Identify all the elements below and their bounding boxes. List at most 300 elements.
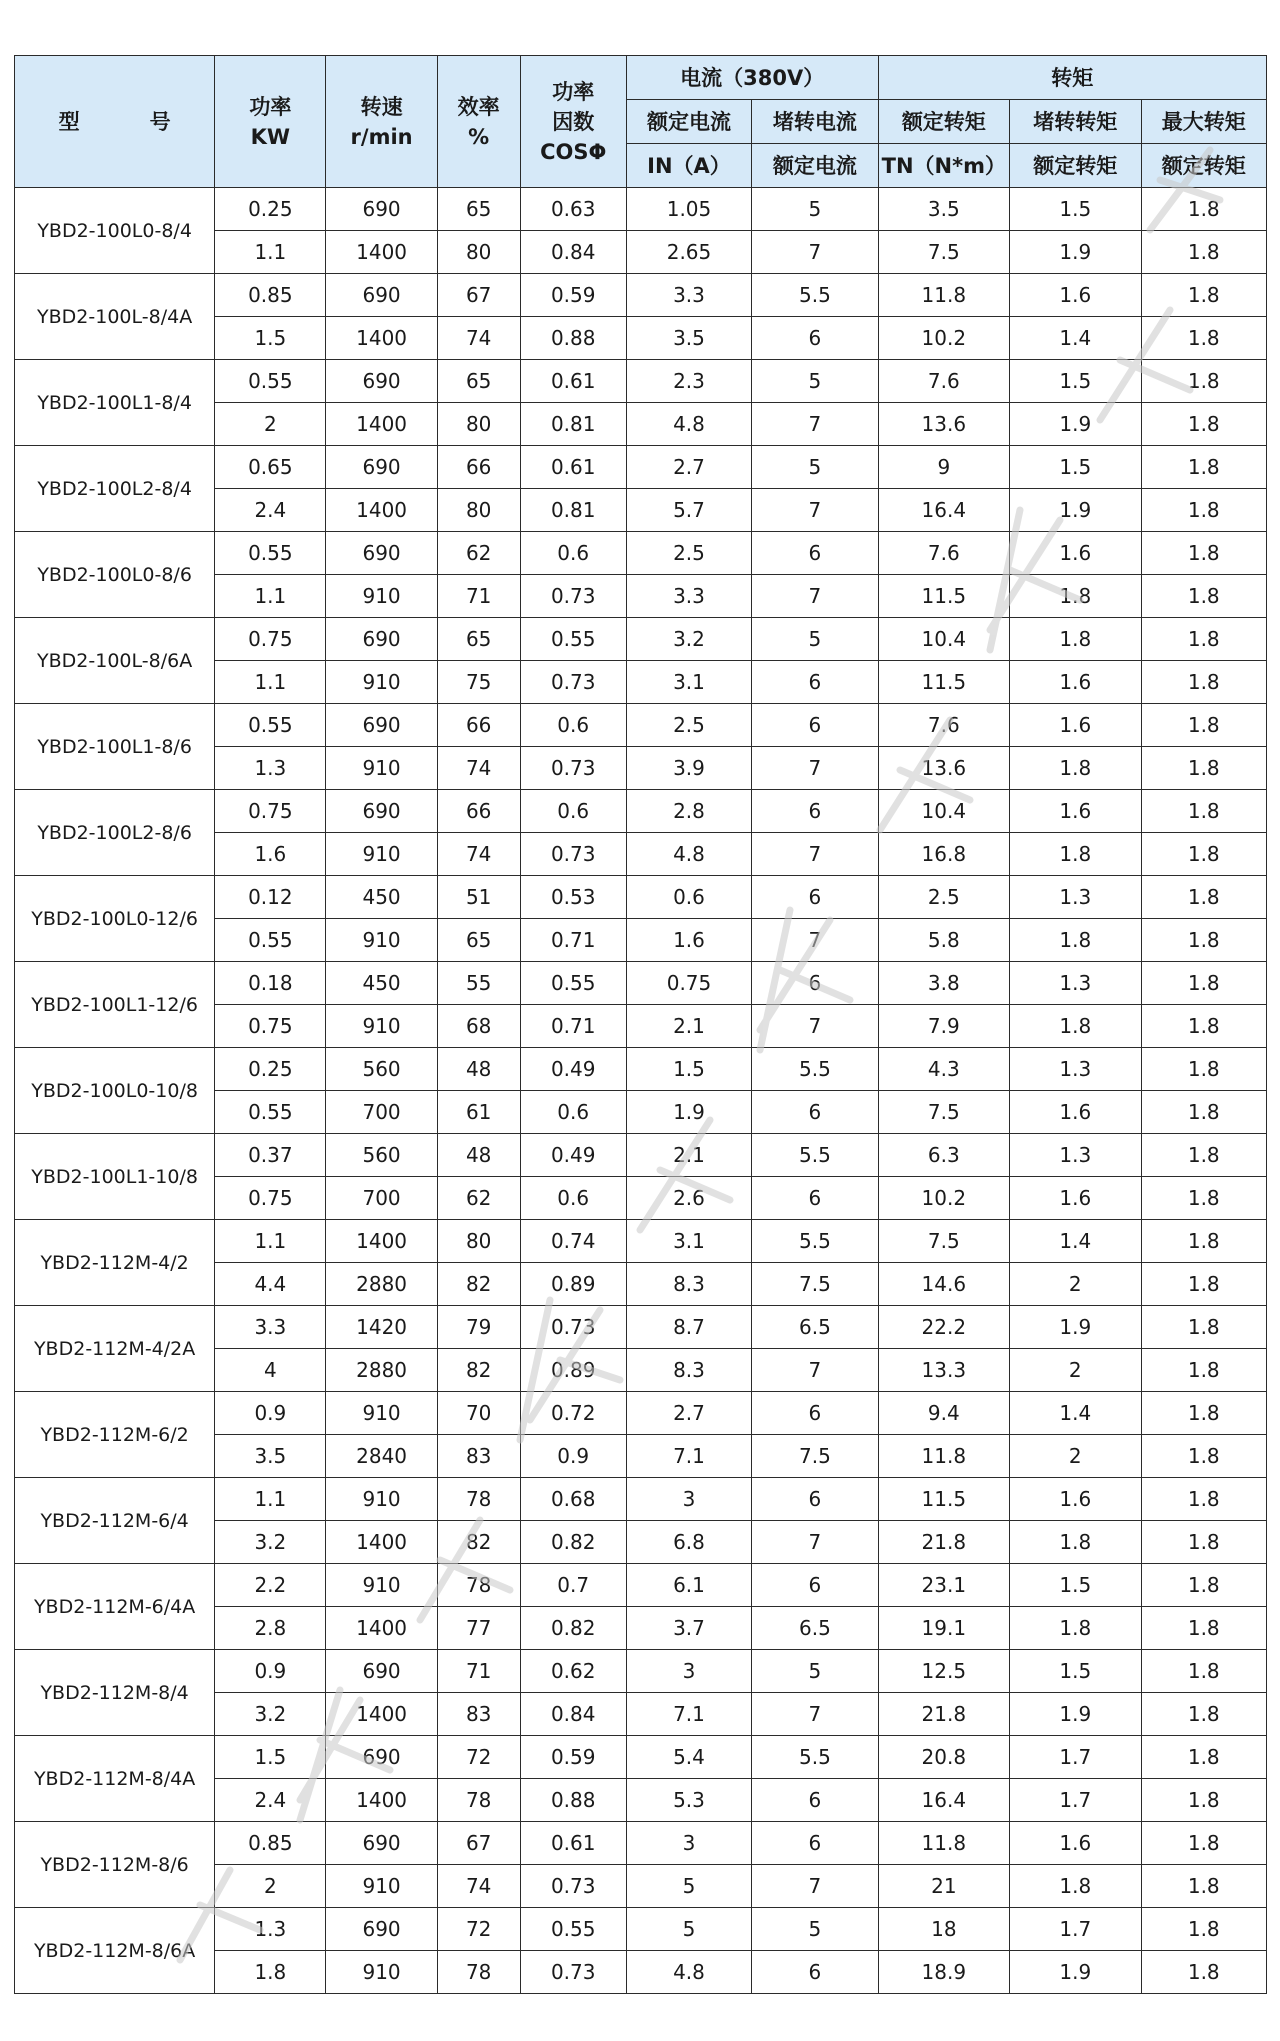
- cell-model: YBD2-100L0-8/4: [15, 188, 215, 274]
- cell-power: 1.5: [215, 317, 326, 360]
- cell-stall-current-ratio: 6: [752, 1822, 878, 1865]
- table-row: [15, 1650, 1267, 1693]
- cell-max-torque-ratio: 1.8: [1141, 1736, 1267, 1779]
- table-row: [15, 876, 1267, 919]
- cell-power-factor: 0.55: [520, 618, 626, 661]
- cell-rated-current: 3.1: [626, 661, 751, 704]
- table-body: [15, 188, 1267, 1994]
- cell-power-factor: 0.59: [520, 1736, 626, 1779]
- cell-max-torque-ratio: 1.8: [1141, 618, 1267, 661]
- cell-power-factor: 0.63: [520, 188, 626, 231]
- header-power: [215, 56, 326, 188]
- header-stall-current: 堵转电流: [752, 100, 878, 144]
- header-stall-torque: 堵转转矩: [1010, 100, 1141, 144]
- cell-max-torque-ratio: 1.8: [1141, 1435, 1267, 1478]
- cell-max-torque-ratio: 1.8: [1141, 919, 1267, 962]
- cell-stall-current-ratio: 6: [752, 1392, 878, 1435]
- cell-power-factor: 0.81: [520, 403, 626, 446]
- table-header: [15, 56, 1267, 188]
- cell-speed: 690: [326, 618, 437, 661]
- cell-rated-current: 5: [626, 1865, 751, 1908]
- cell-power: 0.75: [215, 1005, 326, 1048]
- cell-power: 0.75: [215, 618, 326, 661]
- cell-rated-torque: 10.4: [878, 618, 1009, 661]
- cell-stall-current-ratio: 6: [752, 1564, 878, 1607]
- cell-stall-torque-ratio: 1.5: [1010, 1650, 1141, 1693]
- cell-power: 0.9: [215, 1650, 326, 1693]
- cell-power-factor: 0.73: [520, 661, 626, 704]
- header-model: [15, 56, 215, 188]
- cell-efficiency: 78: [437, 1951, 520, 1994]
- cell-stall-current-ratio: 5.5: [752, 1220, 878, 1263]
- cell-stall-current-ratio: 5.5: [752, 274, 878, 317]
- cell-rated-current: 4.8: [626, 403, 751, 446]
- table-row: [15, 1478, 1267, 1521]
- cell-rated-current: 2.6: [626, 1177, 751, 1220]
- header-torque-group: 转矩: [878, 56, 1266, 100]
- cell-model: YBD2-100L0-8/6: [15, 532, 215, 618]
- cell-power-factor: 0.49: [520, 1134, 626, 1177]
- spec-table: [14, 55, 1267, 1994]
- cell-rated-current: 2.65: [626, 231, 751, 274]
- cell-rated-current: 1.05: [626, 188, 751, 231]
- header-model-char1: 型: [58, 109, 80, 134]
- cell-rated-torque: 16.4: [878, 1779, 1009, 1822]
- table-row: [15, 360, 1267, 403]
- cell-rated-torque: 21: [878, 1865, 1009, 1908]
- cell-max-torque-ratio: 1.8: [1141, 1349, 1267, 1392]
- cell-power-factor: 0.6: [520, 1091, 626, 1134]
- cell-rated-current: 0.75: [626, 962, 751, 1005]
- cell-efficiency: 75: [437, 661, 520, 704]
- cell-power: 0.55: [215, 532, 326, 575]
- cell-efficiency: 74: [437, 833, 520, 876]
- cell-stall-current-ratio: 7: [752, 1865, 878, 1908]
- cell-stall-torque-ratio: 1.5: [1010, 360, 1141, 403]
- cell-power: 1.1: [215, 575, 326, 618]
- cell-rated-current: 3.3: [626, 575, 751, 618]
- cell-rated-torque: 2.5: [878, 876, 1009, 919]
- cell-rated-current: 2.7: [626, 1392, 751, 1435]
- cell-power: 1.1: [215, 1220, 326, 1263]
- cell-max-torque-ratio: 1.8: [1141, 1564, 1267, 1607]
- cell-model: YBD2-100L1-8/4: [15, 360, 215, 446]
- cell-model: YBD2-100L2-8/6: [15, 790, 215, 876]
- cell-rated-current: 1.5: [626, 1048, 751, 1091]
- cell-rated-torque: 10.2: [878, 317, 1009, 360]
- cell-power-factor: 0.7: [520, 1564, 626, 1607]
- cell-power: 0.65: [215, 446, 326, 489]
- cell-power: 0.85: [215, 1822, 326, 1865]
- cell-model: YBD2-100L0-12/6: [15, 876, 215, 962]
- cell-speed: 910: [326, 575, 437, 618]
- cell-efficiency: 80: [437, 489, 520, 532]
- header-rated-torque-unit: TN（N*m）: [878, 144, 1009, 188]
- cell-max-torque-ratio: 1.8: [1141, 1392, 1267, 1435]
- cell-rated-torque: 3.8: [878, 962, 1009, 1005]
- cell-power: 2.8: [215, 1607, 326, 1650]
- cell-stall-torque-ratio: 1.9: [1010, 403, 1141, 446]
- cell-power-factor: 0.73: [520, 747, 626, 790]
- cell-stall-torque-ratio: 1.5: [1010, 1564, 1141, 1607]
- cell-rated-current: 3.7: [626, 1607, 751, 1650]
- cell-model: YBD2-100L0-10/8: [15, 1048, 215, 1134]
- cell-rated-torque: 22.2: [878, 1306, 1009, 1349]
- cell-model: YBD2-100L-8/6A: [15, 618, 215, 704]
- header-rated-current: 额定电流: [626, 100, 751, 144]
- cell-speed: 910: [326, 1865, 437, 1908]
- cell-stall-current-ratio: 6: [752, 1177, 878, 1220]
- cell-efficiency: 66: [437, 704, 520, 747]
- cell-power-factor: 0.49: [520, 1048, 626, 1091]
- cell-stall-current-ratio: 5: [752, 360, 878, 403]
- cell-max-torque-ratio: 1.8: [1141, 661, 1267, 704]
- cell-efficiency: 61: [437, 1091, 520, 1134]
- cell-speed: 910: [326, 919, 437, 962]
- cell-stall-current-ratio: 7.5: [752, 1263, 878, 1306]
- cell-model: YBD2-112M-8/4A: [15, 1736, 215, 1822]
- cell-speed: 690: [326, 790, 437, 833]
- cell-speed: 690: [326, 188, 437, 231]
- cell-stall-current-ratio: 7: [752, 575, 878, 618]
- cell-speed: 560: [326, 1048, 437, 1091]
- cell-efficiency: 68: [437, 1005, 520, 1048]
- table-row: [15, 618, 1267, 661]
- header-pf-line2: 因数: [552, 109, 595, 134]
- cell-power-factor: 0.59: [520, 274, 626, 317]
- cell-efficiency: 55: [437, 962, 520, 1005]
- cell-stall-torque-ratio: 1.8: [1010, 575, 1141, 618]
- cell-stall-torque-ratio: 1.9: [1010, 1693, 1141, 1736]
- cell-power-factor: 0.55: [520, 962, 626, 1005]
- cell-rated-current: 3: [626, 1478, 751, 1521]
- cell-power-factor: 0.72: [520, 1392, 626, 1435]
- cell-rated-current: 3: [626, 1822, 751, 1865]
- cell-max-torque-ratio: 1.8: [1141, 317, 1267, 360]
- cell-speed: 690: [326, 1908, 437, 1951]
- cell-max-torque-ratio: 1.8: [1141, 1908, 1267, 1951]
- cell-rated-current: 2.1: [626, 1005, 751, 1048]
- cell-rated-torque: 5.8: [878, 919, 1009, 962]
- table-row: [15, 532, 1267, 575]
- cell-stall-torque-ratio: 1.8: [1010, 1005, 1141, 1048]
- cell-power: 3.5: [215, 1435, 326, 1478]
- cell-power-factor: 0.81: [520, 489, 626, 532]
- cell-power: 0.25: [215, 188, 326, 231]
- cell-stall-current-ratio: 7: [752, 1693, 878, 1736]
- cell-rated-torque: 23.1: [878, 1564, 1009, 1607]
- cell-stall-torque-ratio: 1.4: [1010, 1220, 1141, 1263]
- cell-rated-torque: 7.9: [878, 1005, 1009, 1048]
- cell-rated-torque: 13.6: [878, 747, 1009, 790]
- cell-stall-torque-ratio: 1.8: [1010, 833, 1141, 876]
- cell-efficiency: 71: [437, 1650, 520, 1693]
- cell-stall-torque-ratio: 1.8: [1010, 618, 1141, 661]
- cell-speed: 700: [326, 1177, 437, 1220]
- cell-rated-current: 3.5: [626, 317, 751, 360]
- cell-power-factor: 0.6: [520, 704, 626, 747]
- cell-power: 1.3: [215, 747, 326, 790]
- cell-speed: 1400: [326, 1220, 437, 1263]
- cell-stall-torque-ratio: 1.6: [1010, 704, 1141, 747]
- cell-rated-torque: 20.8: [878, 1736, 1009, 1779]
- cell-max-torque-ratio: 1.8: [1141, 1779, 1267, 1822]
- cell-speed: 690: [326, 1822, 437, 1865]
- cell-stall-torque-ratio: 1.3: [1010, 876, 1141, 919]
- cell-stall-torque-ratio: 1.8: [1010, 919, 1141, 962]
- header-current-group: 电流（380V）: [626, 56, 878, 100]
- cell-stall-torque-ratio: 2: [1010, 1349, 1141, 1392]
- header-stall-torque-denominator: 额定转矩: [1010, 144, 1141, 188]
- cell-power: 1.8: [215, 1951, 326, 1994]
- cell-speed: 690: [326, 360, 437, 403]
- cell-max-torque-ratio: 1.8: [1141, 1005, 1267, 1048]
- cell-max-torque-ratio: 1.8: [1141, 1263, 1267, 1306]
- cell-stall-torque-ratio: 1.6: [1010, 790, 1141, 833]
- cell-stall-torque-ratio: 1.6: [1010, 1822, 1141, 1865]
- cell-stall-torque-ratio: 1.7: [1010, 1908, 1141, 1951]
- cell-stall-torque-ratio: 1.9: [1010, 1951, 1141, 1994]
- cell-efficiency: 72: [437, 1736, 520, 1779]
- table-row: [15, 790, 1267, 833]
- cell-max-torque-ratio: 1.8: [1141, 833, 1267, 876]
- cell-stall-current-ratio: 5.5: [752, 1736, 878, 1779]
- cell-stall-current-ratio: 5.5: [752, 1134, 878, 1177]
- cell-model: YBD2-112M-8/4: [15, 1650, 215, 1736]
- cell-power-factor: 0.82: [520, 1607, 626, 1650]
- table-row: [15, 1736, 1267, 1779]
- cell-max-torque-ratio: 1.8: [1141, 1220, 1267, 1263]
- cell-efficiency: 71: [437, 575, 520, 618]
- cell-model: YBD2-112M-8/6: [15, 1822, 215, 1908]
- cell-max-torque-ratio: 1.8: [1141, 1134, 1267, 1177]
- cell-rated-current: 1.6: [626, 919, 751, 962]
- table-row: [15, 704, 1267, 747]
- cell-stall-torque-ratio: 1.7: [1010, 1736, 1141, 1779]
- cell-power: 3.2: [215, 1521, 326, 1564]
- cell-power: 2: [215, 1865, 326, 1908]
- cell-rated-torque: 11.8: [878, 1435, 1009, 1478]
- header-rated-current-unit: IN（A）: [626, 144, 751, 188]
- header-model-char2: 号: [149, 109, 171, 134]
- cell-speed: 1400: [326, 1607, 437, 1650]
- cell-stall-current-ratio: 6: [752, 661, 878, 704]
- cell-efficiency: 83: [437, 1435, 520, 1478]
- cell-stall-current-ratio: 6: [752, 317, 878, 360]
- cell-rated-current: 3.2: [626, 618, 751, 661]
- cell-power: 0.25: [215, 1048, 326, 1091]
- cell-power-factor: 0.6: [520, 532, 626, 575]
- cell-stall-current-ratio: 6: [752, 1091, 878, 1134]
- cell-efficiency: 62: [437, 1177, 520, 1220]
- cell-power-factor: 0.73: [520, 1306, 626, 1349]
- cell-rated-current: 3.9: [626, 747, 751, 790]
- cell-power: 1.1: [215, 1478, 326, 1521]
- cell-power-factor: 0.55: [520, 1908, 626, 1951]
- cell-speed: 1400: [326, 231, 437, 274]
- cell-efficiency: 48: [437, 1048, 520, 1091]
- cell-speed: 1400: [326, 489, 437, 532]
- cell-model: YBD2-100L1-10/8: [15, 1134, 215, 1220]
- cell-stall-current-ratio: 6: [752, 876, 878, 919]
- cell-power-factor: 0.82: [520, 1521, 626, 1564]
- cell-speed: 910: [326, 1392, 437, 1435]
- header-efficiency: [437, 56, 520, 188]
- cell-speed: 1400: [326, 317, 437, 360]
- cell-stall-torque-ratio: 1.9: [1010, 489, 1141, 532]
- cell-max-torque-ratio: 1.8: [1141, 747, 1267, 790]
- cell-rated-current: 0.6: [626, 876, 751, 919]
- cell-stall-current-ratio: 5: [752, 618, 878, 661]
- cell-efficiency: 51: [437, 876, 520, 919]
- cell-model: YBD2-100L1-8/6: [15, 704, 215, 790]
- cell-stall-torque-ratio: 1.6: [1010, 1177, 1141, 1220]
- cell-rated-current: 3.3: [626, 274, 751, 317]
- cell-max-torque-ratio: 1.8: [1141, 231, 1267, 274]
- cell-speed: 1420: [326, 1306, 437, 1349]
- cell-max-torque-ratio: 1.8: [1141, 1306, 1267, 1349]
- cell-efficiency: 78: [437, 1478, 520, 1521]
- cell-speed: 2840: [326, 1435, 437, 1478]
- cell-stall-current-ratio: 6.5: [752, 1306, 878, 1349]
- cell-stall-current-ratio: 7: [752, 919, 878, 962]
- cell-efficiency: 67: [437, 274, 520, 317]
- cell-efficiency: 80: [437, 403, 520, 446]
- cell-power-factor: 0.88: [520, 317, 626, 360]
- cell-power: 4.4: [215, 1263, 326, 1306]
- cell-speed: 2880: [326, 1263, 437, 1306]
- cell-max-torque-ratio: 1.8: [1141, 446, 1267, 489]
- cell-power: 1.1: [215, 661, 326, 704]
- cell-power-factor: 0.71: [520, 1005, 626, 1048]
- cell-rated-current: 6.1: [626, 1564, 751, 1607]
- cell-rated-torque: 21.8: [878, 1693, 1009, 1736]
- cell-max-torque-ratio: 1.8: [1141, 188, 1267, 231]
- header-pf-line3: COSΦ: [540, 139, 607, 164]
- cell-efficiency: 67: [437, 1822, 520, 1865]
- cell-power-factor: 0.73: [520, 1951, 626, 1994]
- cell-power-factor: 0.9: [520, 1435, 626, 1478]
- cell-power-factor: 0.62: [520, 1650, 626, 1693]
- cell-power: 1.3: [215, 1908, 326, 1951]
- cell-rated-current: 6.8: [626, 1521, 751, 1564]
- cell-power: 1.5: [215, 1736, 326, 1779]
- cell-rated-current: 5: [626, 1908, 751, 1951]
- cell-efficiency: 65: [437, 188, 520, 231]
- cell-stall-current-ratio: 5: [752, 188, 878, 231]
- cell-efficiency: 48: [437, 1134, 520, 1177]
- cell-power-factor: 0.6: [520, 790, 626, 833]
- cell-speed: 1400: [326, 1693, 437, 1736]
- cell-speed: 690: [326, 1650, 437, 1693]
- cell-power: 0.12: [215, 876, 326, 919]
- header-power-unit: KW: [250, 124, 291, 149]
- cell-stall-torque-ratio: 1.3: [1010, 1048, 1141, 1091]
- cell-efficiency: 65: [437, 618, 520, 661]
- cell-efficiency: 78: [437, 1564, 520, 1607]
- cell-rated-torque: 11.8: [878, 1822, 1009, 1865]
- cell-power: 2: [215, 403, 326, 446]
- cell-power-factor: 0.61: [520, 446, 626, 489]
- cell-speed: 910: [326, 1005, 437, 1048]
- cell-rated-torque: 16.4: [878, 489, 1009, 532]
- cell-stall-current-ratio: 5: [752, 1650, 878, 1693]
- cell-stall-current-ratio: 7: [752, 1521, 878, 1564]
- cell-speed: 910: [326, 1951, 437, 1994]
- cell-rated-torque: 11.5: [878, 661, 1009, 704]
- cell-efficiency: 72: [437, 1908, 520, 1951]
- header-pf-line1: 功率: [552, 79, 595, 104]
- cell-efficiency: 70: [437, 1392, 520, 1435]
- cell-stall-current-ratio: 6: [752, 962, 878, 1005]
- cell-max-torque-ratio: 1.8: [1141, 274, 1267, 317]
- cell-speed: 450: [326, 962, 437, 1005]
- cell-stall-torque-ratio: 1.6: [1010, 1091, 1141, 1134]
- cell-rated-torque: 7.5: [878, 1091, 1009, 1134]
- cell-efficiency: 65: [437, 919, 520, 962]
- cell-efficiency: 66: [437, 446, 520, 489]
- cell-power-factor: 0.68: [520, 1478, 626, 1521]
- cell-speed: 690: [326, 532, 437, 575]
- cell-stall-torque-ratio: 1.5: [1010, 188, 1141, 231]
- cell-rated-torque: 9.4: [878, 1392, 1009, 1435]
- table-row: [15, 188, 1267, 231]
- cell-efficiency: 82: [437, 1521, 520, 1564]
- cell-stall-current-ratio: 5.5: [752, 1048, 878, 1091]
- cell-max-torque-ratio: 1.8: [1141, 1822, 1267, 1865]
- cell-rated-current: 3: [626, 1650, 751, 1693]
- cell-speed: 450: [326, 876, 437, 919]
- header-speed-label: 转速: [360, 94, 403, 119]
- header-rated-torque: 额定转矩: [878, 100, 1009, 144]
- cell-max-torque-ratio: 1.8: [1141, 1607, 1267, 1650]
- cell-power: 4: [215, 1349, 326, 1392]
- cell-stall-torque-ratio: 2: [1010, 1435, 1141, 1478]
- cell-rated-current: 5.7: [626, 489, 751, 532]
- cell-max-torque-ratio: 1.8: [1141, 704, 1267, 747]
- cell-stall-torque-ratio: 1.6: [1010, 661, 1141, 704]
- cell-rated-current: 2.1: [626, 1134, 751, 1177]
- cell-stall-current-ratio: 5: [752, 446, 878, 489]
- cell-stall-current-ratio: 7: [752, 747, 878, 790]
- table-row: [15, 1306, 1267, 1349]
- cell-speed: 910: [326, 747, 437, 790]
- cell-stall-current-ratio: 6: [752, 704, 878, 747]
- cell-rated-current: 2.3: [626, 360, 751, 403]
- cell-max-torque-ratio: 1.8: [1141, 1521, 1267, 1564]
- cell-speed: 1400: [326, 1521, 437, 1564]
- cell-power-factor: 0.88: [520, 1779, 626, 1822]
- cell-speed: 910: [326, 1478, 437, 1521]
- cell-power-factor: 0.73: [520, 1865, 626, 1908]
- header-efficiency-label: 效率: [457, 94, 500, 119]
- table-row: [15, 1392, 1267, 1435]
- cell-power: 0.37: [215, 1134, 326, 1177]
- cell-stall-torque-ratio: 1.5: [1010, 446, 1141, 489]
- table-row: [15, 446, 1267, 489]
- cell-model: YBD2-100L2-8/4: [15, 446, 215, 532]
- cell-rated-current: 3.1: [626, 1220, 751, 1263]
- cell-stall-torque-ratio: 1.3: [1010, 1134, 1141, 1177]
- table-row: [15, 962, 1267, 1005]
- cell-rated-torque: 10.4: [878, 790, 1009, 833]
- cell-rated-current: 2.5: [626, 532, 751, 575]
- cell-max-torque-ratio: 1.8: [1141, 876, 1267, 919]
- cell-max-torque-ratio: 1.8: [1141, 1177, 1267, 1220]
- cell-speed: 1400: [326, 403, 437, 446]
- cell-power-factor: 0.71: [520, 919, 626, 962]
- table-row: [15, 1908, 1267, 1951]
